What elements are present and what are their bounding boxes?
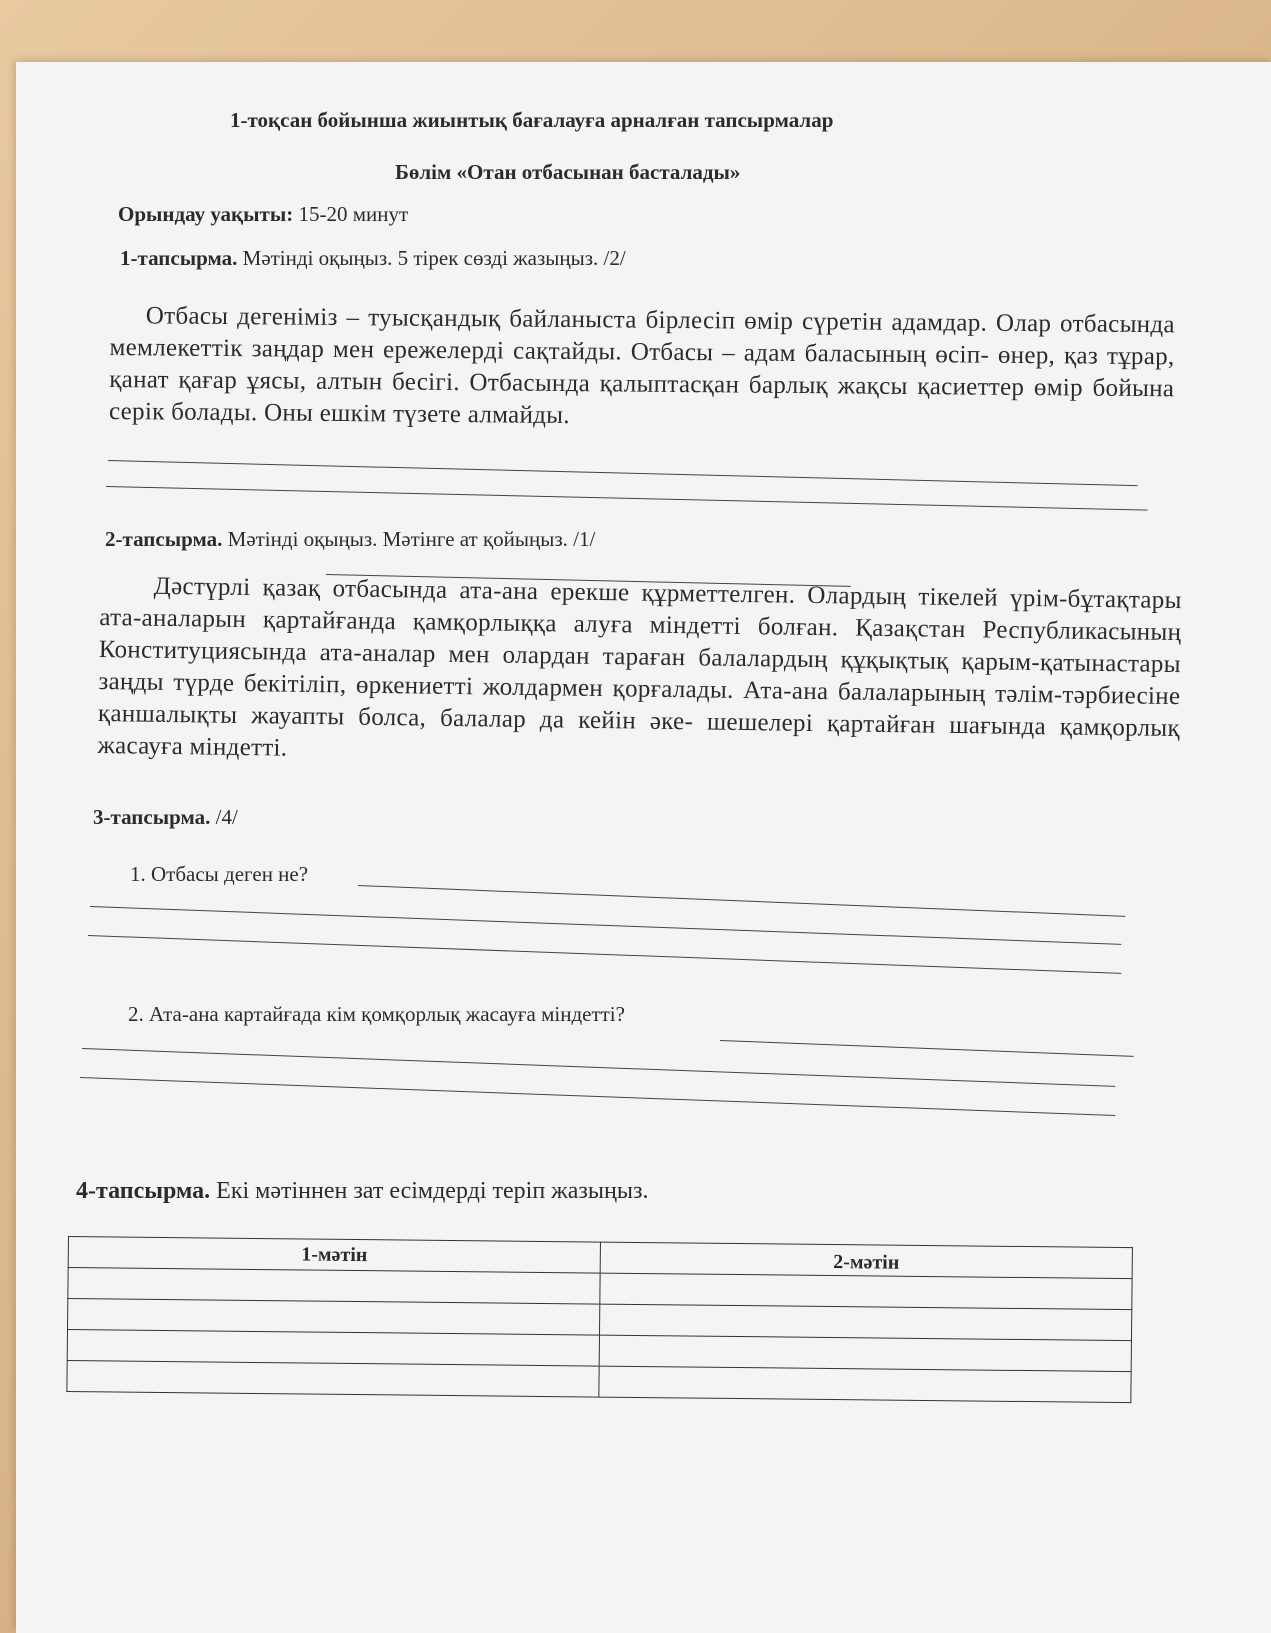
- task1-heading: [120, 246, 626, 271]
- question-2: 2. Ата-ана картайғада кім қомқорлық жасауға міндетті?: [128, 1002, 625, 1026]
- task2-score: /1/: [573, 527, 596, 551]
- nouns-table: [66, 1236, 1133, 1403]
- task1-text: Отбасы дегеніміз – туысқандық байланыста бірлесіп өмір сүретін адамдар. Олар отбасында мемлекеттік заңдар мен ережелерді сақтайды. Отбасы – адам баласының өсіп- өнер, қаз тұрар, қанат қағар ұясы, алтын бесігі. Отбасында қалыптасқан барлық жақсы қасиеттер өмір бойына серік болады. Оны ешкім түзете алмайды.: [108, 302, 1175, 430]
- task1-score: /2/: [603, 246, 626, 270]
- task2-text: Дәстүрлі қазақ отбасында ата-ана ерекше құрметтелген. Олардың тікелей үрім-бұтақтары ата-аналарын қартайғанда қамқорлыққа алуға міндетті болған. Қазақстан Республикасының Конституциясында ата-аналар мен олардан тараған балалардың құқықтық қарым-қатынастары заңды түрде бекітіліп, өркениетті жолдармен қорғалады. Ата-ана балаларының тәлім-тәрбиесіне қаншалықты жауапты болса, балалар да кейін әке- шешелері қартайған шағында қамқорлық жасауға міндетті.: [97, 572, 1182, 762]
- section-title: Бөлім «Отан отбасынан басталады»: [395, 160, 741, 184]
- task4-label: 4-тапсырма.: [76, 1178, 211, 1204]
- column-header-text1: 1-мәтін: [68, 1237, 600, 1274]
- task3-heading: [93, 805, 238, 830]
- worksheet-title: 1-тоқсан бойынша жиынтық бағалауға арналған тапсырмалар: [230, 108, 834, 132]
- column-header-text2: 2-мәтін: [600, 1242, 1132, 1279]
- task3-label: 3-тапсырма.: [93, 805, 211, 829]
- time-label: Орындау уақыты:: [118, 202, 294, 226]
- task3-score: /4/: [215, 805, 238, 829]
- question-1: 1. Отбасы деген не?: [130, 862, 309, 886]
- task1-instruction: Мәтінді оқыңыз. 5 тірек сөзді жазыңыз.: [242, 246, 599, 270]
- task1-label: 1-тапсырма.: [120, 246, 238, 270]
- table-cell[interactable]: [599, 1366, 1131, 1403]
- task4-heading: [76, 1178, 648, 1205]
- time-value: 15-20 минут: [298, 202, 409, 226]
- table-cell[interactable]: [67, 1360, 599, 1397]
- task4-instruction: Екі мәтіннен зат есімдерді теріп жазыңыз.: [216, 1178, 649, 1204]
- task2-instruction: Мәтінді оқыңыз. Мәтінге ат қойыңыз.: [227, 527, 568, 551]
- time-line: [118, 202, 408, 227]
- task2-heading: [105, 527, 595, 552]
- task2-label: 2-тапсырма.: [105, 527, 223, 551]
